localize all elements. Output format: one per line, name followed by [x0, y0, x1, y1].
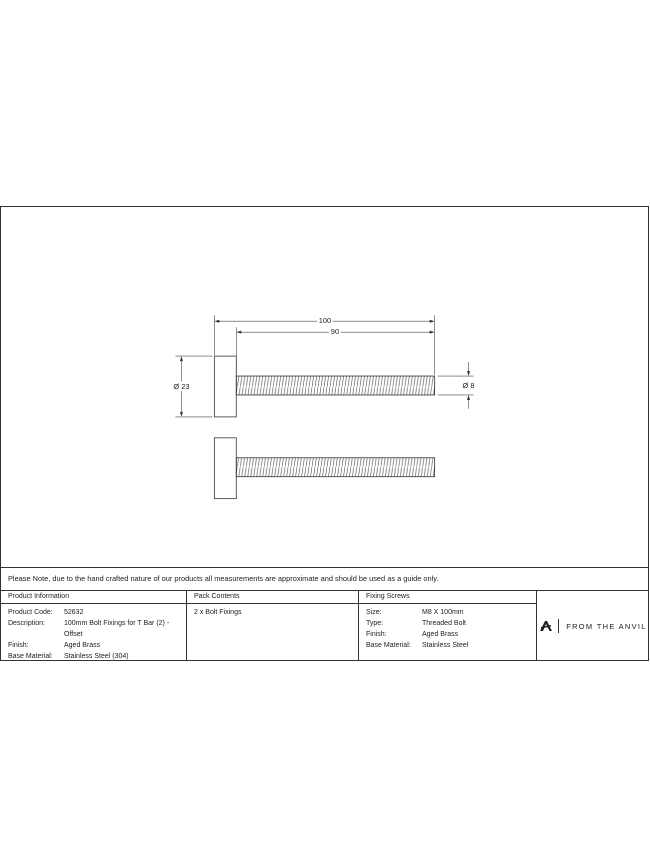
fixing-screws-header: Fixing Screws	[359, 591, 536, 604]
row-value: 52632	[64, 609, 84, 616]
product-information-panel	[1, 591, 187, 661]
brand-logo	[537, 591, 649, 661]
bolt-top	[214, 356, 434, 417]
row-value: Aged Brass	[64, 642, 101, 649]
finish-row	[8, 640, 182, 651]
row-value: Stainless Steel (304)	[64, 653, 129, 660]
row-label: Type:	[366, 620, 384, 627]
drawing-sheet	[0, 206, 649, 661]
pack-item	[194, 607, 354, 618]
row-label: Size:	[366, 609, 382, 616]
pack-contents-header: Pack Contents	[187, 591, 358, 604]
logo-divider	[558, 619, 559, 633]
fixing-screws-panel	[359, 591, 537, 661]
row-label: Base Material:	[8, 653, 53, 660]
bolt-bottom	[214, 438, 434, 499]
row-value: 100mm Bolt Fixings for T Bar (2) - Offset	[64, 620, 170, 638]
description-row	[8, 618, 182, 640]
dimension-thread-diameter	[438, 362, 475, 409]
thread-length-label: 90	[330, 327, 340, 337]
product-code-row	[8, 607, 182, 618]
row-label: Base Material:	[366, 642, 411, 649]
row-label: Finish:	[366, 631, 387, 638]
row-label: Description:	[8, 620, 45, 627]
product-information-header: Product Information	[1, 591, 186, 604]
dimension-thread-length	[236, 327, 434, 375]
base-material-row	[8, 651, 182, 662]
row-value: Aged Brass	[422, 631, 459, 638]
finish-row	[366, 629, 532, 640]
measurement-note: Please Note, due to the hand crafted nature of our products all measurements are approximate and should be used as a guide only.	[1, 567, 648, 591]
pack-contents-panel	[187, 591, 359, 661]
dimension-overall-length	[214, 315, 434, 375]
size-row	[366, 607, 532, 618]
row-value: M8 X 100mm	[422, 609, 464, 616]
row-value: Stainless Steel	[422, 642, 469, 649]
dimension-head-diameter	[173, 356, 212, 417]
anvil-logo-icon	[539, 620, 553, 632]
row-label: Product Code:	[8, 609, 53, 616]
row-label: Finish:	[8, 642, 29, 649]
overall-length-label: 100	[318, 316, 332, 326]
technical-drawing	[1, 207, 648, 567]
brand-name: FROM THE ANVIL	[566, 621, 647, 631]
head-diameter-label: Ø 23	[173, 381, 190, 391]
pack-item-text: 2 x Bolt Fixings	[194, 609, 242, 616]
base-material-row	[366, 640, 532, 651]
type-row	[366, 618, 532, 629]
thread-diameter-label: Ø 8	[462, 380, 475, 390]
row-value: Threaded Bolt	[422, 620, 466, 627]
